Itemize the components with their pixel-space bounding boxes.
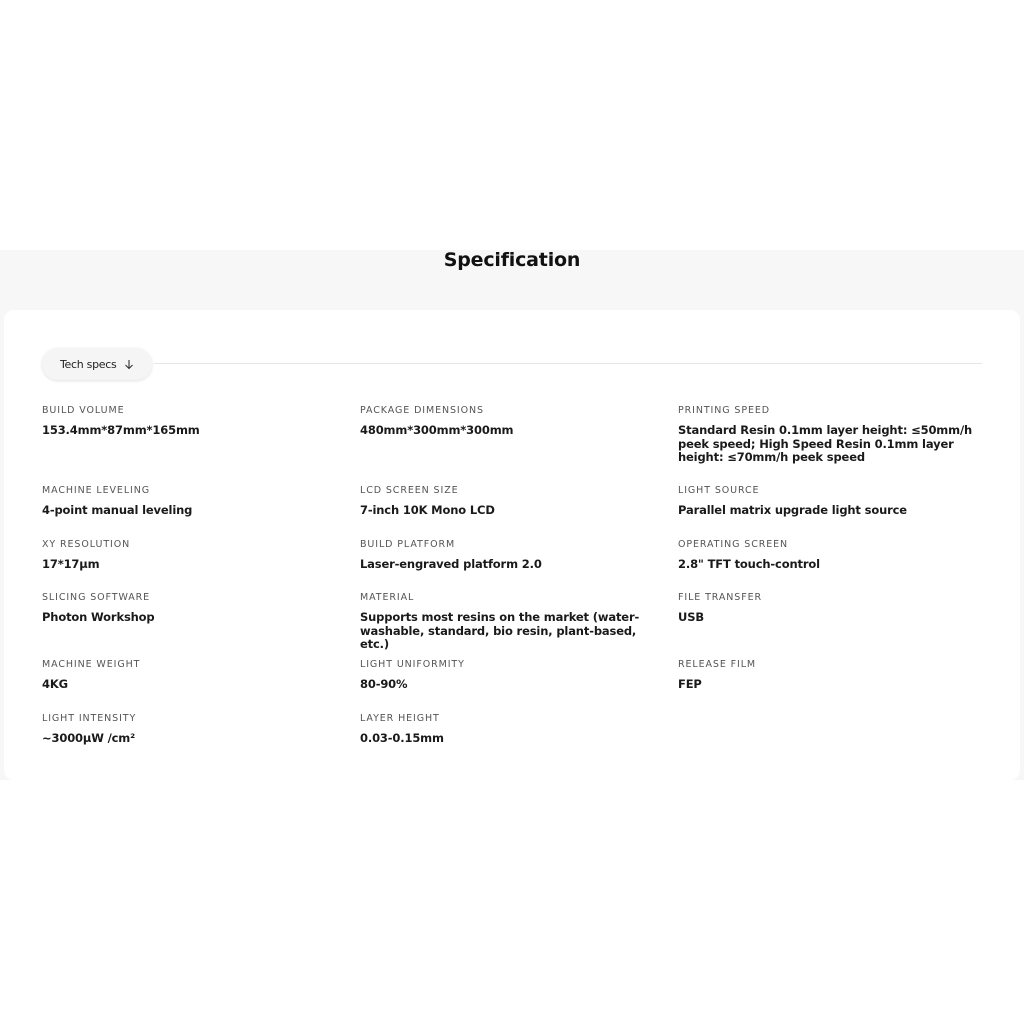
spec-value: 153.4mm*87mm*165mm [42, 423, 200, 437]
spec-card [4, 310, 1020, 780]
spec-item [360, 405, 665, 438]
spec-item [42, 713, 347, 746]
spec-item [678, 592, 983, 625]
spec-value: Photon Workshop [42, 610, 155, 624]
spec-item [360, 485, 665, 518]
spec-label: MATERIAL [360, 592, 415, 603]
spec-value: 17*17μm [42, 557, 100, 571]
spec-value: FEP [678, 677, 702, 691]
spec-label: OPERATING SCREEN [678, 539, 789, 550]
spec-label: LCD SCREEN SIZE [360, 485, 459, 496]
tab-tech-specs[interactable] [42, 348, 152, 380]
spec-label: FILE TRANSFER [678, 592, 763, 603]
spec-value: Parallel matrix upgrade light source [678, 503, 907, 517]
spec-label: PRINTING SPEED [678, 405, 771, 416]
spec-value: Supports most resins on the market (water-washable, standard, bio resin, plant-based, etc.) [360, 610, 640, 651]
spec-item [42, 592, 347, 625]
spec-label: PACKAGE DIMENSIONS [360, 405, 484, 416]
spec-value: 2.8" TFT touch-control [678, 557, 820, 571]
arrow-down-icon [124, 359, 134, 370]
tab-divider [154, 363, 982, 364]
spec-item [42, 405, 347, 438]
spec-value: 4KG [42, 677, 68, 691]
spec-label: RELEASE FILM [678, 659, 757, 670]
spec-label: BUILD VOLUME [42, 405, 125, 416]
tab-label: Tech specs [60, 357, 117, 371]
spec-label: XY RESOLUTION [42, 539, 131, 550]
spec-item [42, 659, 347, 692]
spec-value: Standard Resin 0.1mm layer height: ≤50mm/h peek speed; High Speed Resin 0.1mm layer height: ≤70mm/h peek speed [678, 423, 973, 464]
spec-label: LIGHT UNIFORMITY [360, 659, 465, 670]
spec-item [360, 713, 665, 746]
spec-label: LAYER HEIGHT [360, 713, 440, 724]
spec-value: 4-point manual leveling [42, 503, 193, 517]
spec-label: SLICING SOFTWARE [42, 592, 151, 603]
spec-label: BUILD PLATFORM [360, 539, 456, 550]
spec-value: 7-inch 10K Mono LCD [360, 503, 495, 517]
spec-item [678, 405, 988, 465]
spec-item [678, 659, 983, 692]
spec-label: MACHINE LEVELING [42, 485, 150, 496]
spec-item [360, 659, 665, 692]
spec-item [360, 539, 665, 572]
spec-value: 80-90% [360, 677, 408, 691]
spec-value: USB [678, 610, 704, 624]
spec-value: 480mm*300mm*300mm [360, 423, 514, 437]
spec-item [42, 539, 347, 572]
spec-value: Laser-engraved platform 2.0 [360, 557, 542, 571]
spec-label: LIGHT INTENSITY [42, 713, 137, 724]
section-title: Specification [443, 249, 581, 271]
spec-item [678, 539, 983, 572]
spec-label: MACHINE WEIGHT [42, 659, 141, 670]
spec-item [678, 485, 983, 518]
spec-value: ~3000μW /cm² [42, 731, 136, 745]
spec-item [360, 592, 650, 652]
spec-value: 0.03-0.15mm [360, 731, 444, 745]
spec-item [42, 485, 347, 518]
spec-label: LIGHT SOURCE [678, 485, 760, 496]
